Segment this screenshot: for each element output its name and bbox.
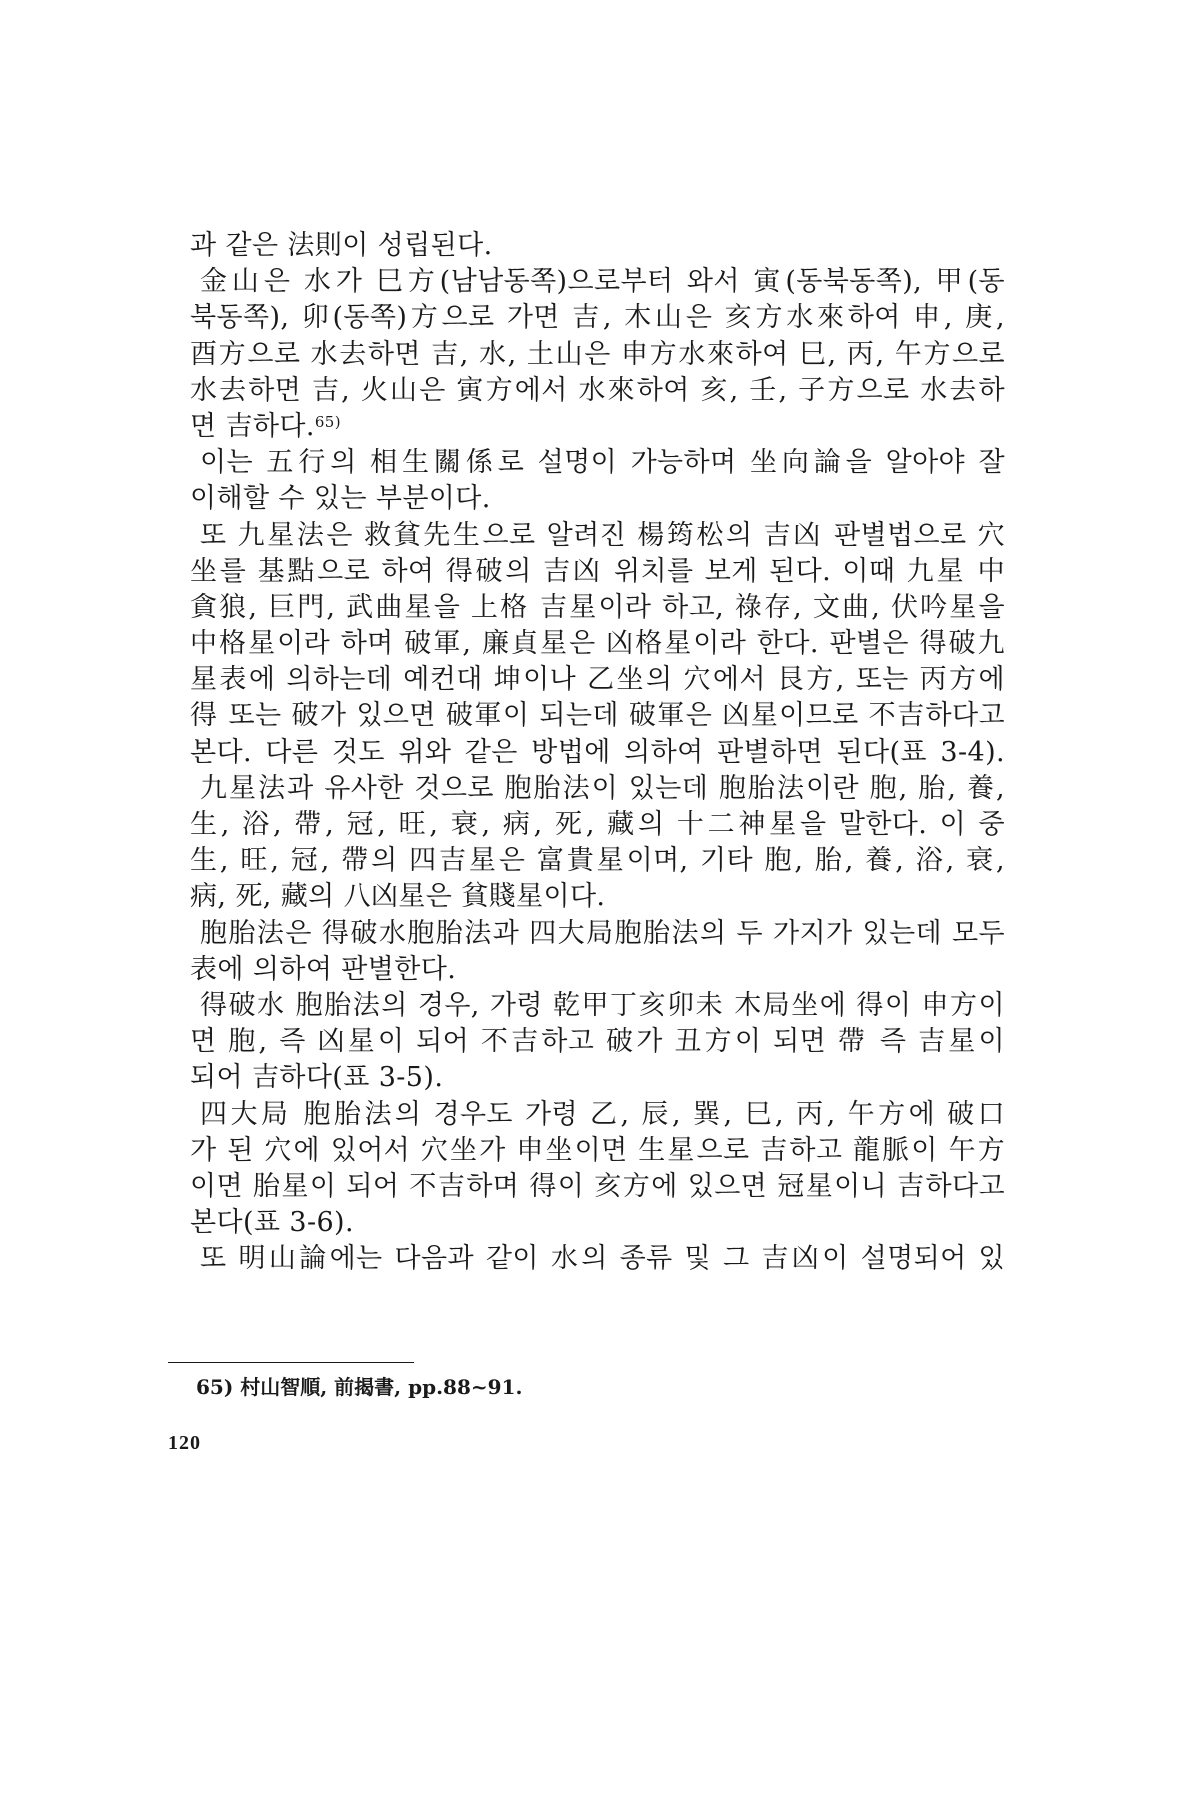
text-line [190,735,1005,771]
text-line-content: 水去하면 吉, 火山은 寅方에서 水來하여 亥, 壬, 子方으로 水去하 [190,374,1005,406]
text-line-content: 生, 旺, 冠, 帶의 四吉星은 富貴星이며, 기타 胞, 胎, 養, 浴, 衰, [190,845,1005,877]
text-line [190,662,1005,698]
text-line [190,264,1005,300]
text-line [190,1024,1005,1060]
text-line [190,879,1005,915]
text-line-content: 中格星이라 하며 破軍, 廉貞星은 凶格星이라 한다. 판별은 得破九 [190,628,1005,660]
text-line [190,771,1005,807]
text-line-content: 表에 의하여 판별한다. [190,953,457,985]
text-line [190,843,1005,879]
text-line-content: 得 또는 破가 있으면 破軍이 되는데 破軍은 凶星이므로 不吉하다고 [190,700,1005,732]
text-line-content: 星表에 의하는데 예컨대 坤이나 乙坐의 穴에서 艮方, 또는 丙方에 [190,664,1005,696]
text-line [190,445,1005,481]
text-line-content: 이는 五行의 相生關係로 설명이 가능하며 坐向論을 알아야 잘 [200,447,1005,479]
text-line-content: 되어 吉하다(표 3-5). [190,1062,444,1094]
footnote-marker: 65) [314,412,341,431]
text-line [190,1169,1005,1205]
text-line [190,337,1005,373]
text-line [190,409,1005,445]
text-line-content: 면 吉하다. [190,410,315,442]
text-line [190,1205,1005,1241]
text-line [190,952,1005,988]
text-line-content: 또 九星法은 救貧先生으로 알려진 楊筠松의 吉凶 판별법으로 穴 [200,519,1005,551]
text-line-content: 이해할 수 있는 부분이다. [190,483,491,515]
text-line-content: 본다(표 3-6). [190,1207,354,1239]
text-line [190,1097,1005,1133]
text-line-content: 生, 浴, 帶, 冠, 旺, 衰, 病, 死, 藏의 十二神星을 말한다. 이 중 [190,809,1005,840]
text-line-content: 과 같은 法則이 성립된다. [190,230,493,261]
text-line [190,1060,1005,1096]
footnote-65: 65) 村山智順, 前揭書, pp.88~91. [196,1375,523,1399]
text-line-content: 북동쪽), 卯(동쪽)方으로 가면 吉, 木山은 亥方水來하여 申, 庚, [190,302,1005,334]
text-line-content: 四大局 胞胎法의 경우도 가령 乙, 辰, 巽, 巳, 丙, 午方에 破口 [200,1098,1005,1130]
text-line-content: 또 明山論에는 다음과 같이 水의 종류 및 그 吉凶이 설명되어 있 [200,1243,1005,1275]
text-line [190,554,1005,590]
text-line [190,916,1005,952]
text-line [190,300,1005,336]
footnote-divider [168,1362,414,1363]
page-number: 120 [168,1432,201,1454]
text-line [190,518,1005,554]
text-line-content: 면 胞, 즉 凶星이 되어 不吉하고 破가 丑方이 되면 帶 즉 吉星이 [190,1026,1005,1058]
text-line-content: 得破水 胞胎法의 경우, 가령 乾甲丁亥卯未 木局坐에 得이 申方이 [200,989,1005,1021]
text-line-content: 金山은 水가 巳方(남남동쪽)으로부터 와서 寅(동북동쪽), 甲(동 [200,266,1005,298]
text-line-content: 가 된 穴에 있어서 穴坐가 申坐이면 生星으로 吉하고 龍脈이 午方 [190,1134,1005,1166]
text-line [190,1133,1005,1169]
text-line [190,373,1005,409]
text-line-content: 貪狼, 巨門, 武曲星을 上格 吉星이라 하고, 祿存, 文曲, 伏吟星을 [190,591,1005,623]
text-line [190,481,1005,517]
text-line-content: 九星法과 유사한 것으로 胞胎法이 있는데 胞胎法이란 胞, 胎, 養, [200,772,1005,804]
text-line-content: 이면 胎星이 되어 不吉하며 得이 亥方에 있으면 冠星이니 吉하다고 [190,1170,1005,1202]
text-line [190,988,1005,1024]
text-line [190,626,1005,662]
text-line-content: 坐를 基點으로 하여 得破의 吉凶 위치를 보게 된다. 이때 九星 中 [190,555,1005,587]
text-line [190,698,1005,734]
body-text [190,228,1005,1277]
text-line-content: 酉方으로 水去하면 吉, 水, 土山은 申方水來하여 巳, 丙, 午方으로 [190,338,1005,370]
text-line-content: 본다. 다른 것도 위와 같은 방법에 의하여 판별하면 된다(표 3-4). [190,736,1005,768]
text-line [190,1241,1005,1277]
text-line-content: 病, 死, 藏의 八凶星은 貧賤星이다. [190,881,606,913]
text-line [190,228,1005,264]
text-line-content: 胞胎法은 得破水胞胎法과 四大局胞胎法의 두 가지가 있는데 모두 [200,917,1005,949]
text-line [190,590,1005,626]
text-line [190,807,1005,843]
